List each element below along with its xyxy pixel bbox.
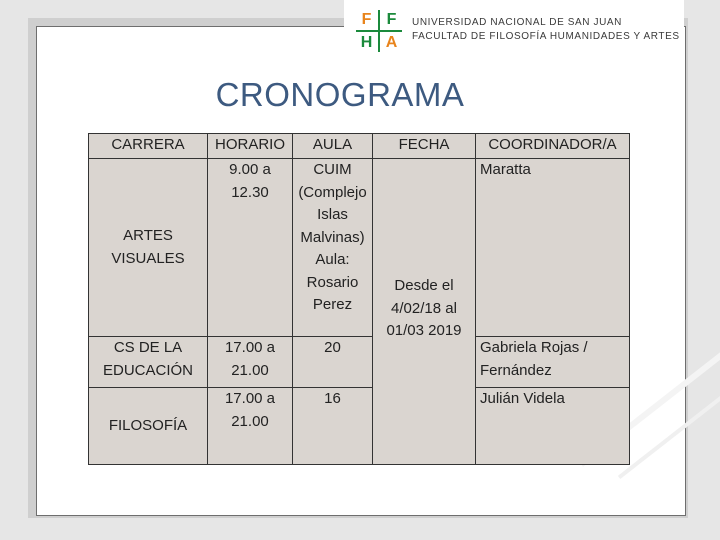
logo-divider: [378, 10, 380, 52]
cell-text: CUIM: [313, 161, 352, 178]
faculty-name: FACULTAD DE FILOSOFÍA HUMANIDADES Y ARTES: [412, 31, 680, 42]
cell-text: Perez: [312, 296, 353, 313]
cell-text: Rosario: [306, 273, 359, 291]
cell-text: 17.00 a: [224, 339, 276, 356]
cell-text: FILOSOFÍA: [108, 416, 188, 434]
logo-letter: H: [360, 34, 373, 51]
logo-letter: F: [361, 11, 372, 28]
header-carrera: CARRERA: [89, 134, 208, 159]
cell-text: 21.00: [231, 361, 269, 379]
cell-horario: [208, 159, 293, 337]
schedule-table: [88, 133, 630, 465]
cell-text: 16: [324, 390, 341, 407]
logo-letter: F: [386, 11, 397, 28]
cell-text: 20: [324, 339, 341, 356]
cell-text: 01/03 2019: [386, 322, 462, 339]
cell-carrera: [89, 388, 208, 465]
header-aula: AULA: [293, 134, 373, 159]
cell-text: Desde el: [394, 277, 454, 294]
cell-coordinador: [476, 337, 630, 388]
cell-fecha: [373, 159, 476, 465]
cell-text: 4/02/18 al: [391, 299, 457, 317]
cell-text: CS DE LA: [113, 339, 183, 356]
cell-aula: [293, 388, 373, 465]
slide-title: CRONOGRAMA: [215, 76, 465, 113]
cell-aula: [293, 337, 373, 388]
cell-text: Aula:: [315, 251, 350, 268]
cell-text: ARTES: [123, 227, 173, 244]
university-name: UNIVERSIDAD NACIONAL DE SAN JUAN: [412, 17, 622, 28]
header-coordinador: COORDINADOR/A: [476, 134, 630, 159]
cell-horario: [208, 337, 293, 388]
cell-aula: [293, 159, 373, 337]
cell-coordinador: [476, 388, 630, 465]
cell-carrera: [89, 337, 208, 388]
cell-text: Maratta: [480, 161, 531, 178]
cell-text: Malvinas): [300, 228, 365, 246]
header-horario: HORARIO: [208, 134, 293, 159]
table-row: [89, 388, 630, 465]
ffha-logo: [356, 10, 402, 52]
header-fecha: FECHA: [373, 134, 476, 159]
table-row: [89, 159, 630, 337]
table-header-row: [89, 134, 630, 159]
cell-text: (Complejo: [298, 183, 367, 201]
cell-text: Julián Videla: [480, 390, 565, 407]
cell-coordinador: [476, 159, 630, 337]
cell-carrera: [89, 159, 208, 337]
table-row: [89, 337, 630, 388]
cell-text: EDUCACIÓN: [102, 361, 193, 379]
cell-text: Islas: [317, 206, 348, 223]
cell-text: VISUALES: [111, 249, 185, 267]
cell-text: Gabriela Rojas /: [480, 339, 588, 356]
cell-text: 9.00 a: [229, 161, 271, 178]
cell-text: 12.30: [231, 183, 269, 201]
cell-text: 17.00 a: [224, 390, 276, 407]
cell-horario: [208, 388, 293, 465]
cell-text: 21.00: [231, 412, 269, 430]
cell-text: Fernández: [480, 361, 552, 379]
logo-letter: A: [385, 34, 398, 51]
